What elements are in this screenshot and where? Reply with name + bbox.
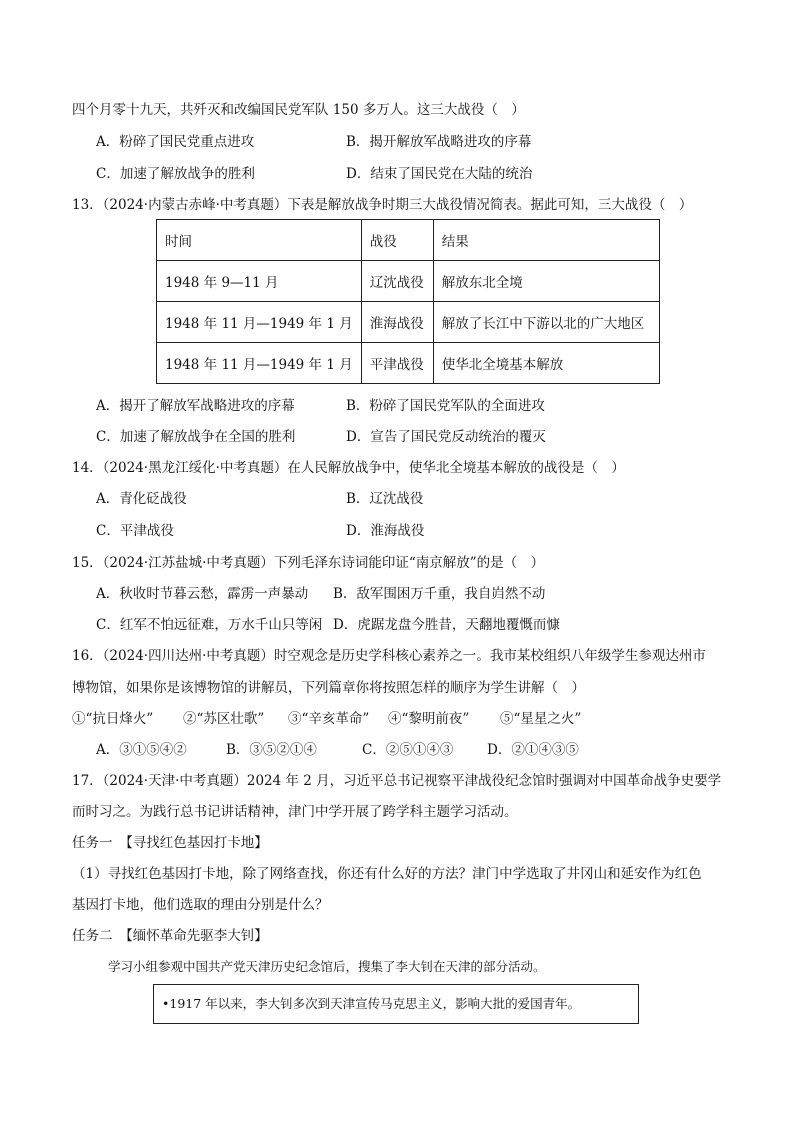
table-cell: 平津战役 <box>361 343 433 384</box>
table-header-cell: 时间 <box>157 220 362 261</box>
q14-option-c[interactable]: C．平津战役 <box>96 523 174 539</box>
q16-sequence-item-1: ①“抗日烽火” <box>72 711 154 727</box>
q16-sequence-item-3: ③“辛亥革命” <box>288 711 370 727</box>
table-header-cell: 战役 <box>361 220 433 261</box>
table-cell: 淮海战役 <box>361 302 433 343</box>
q14-stem: 14．（2024·黑龙江绥化·中考真题）在人民解放战争中，使华北全境基本解放的战役是（ ） <box>72 460 625 476</box>
q17-task1-title: 任务一 【寻找红色基因打卡地】 <box>72 835 268 851</box>
table-row <box>157 302 660 343</box>
table-row <box>157 343 660 384</box>
table-cell: 1948 年 9—11 月 <box>157 261 362 302</box>
table-row <box>157 261 660 302</box>
table-cell: 辽沈战役 <box>361 261 433 302</box>
q15-option-a[interactable]: A．秋收时节暮云愁，霹雳一声暴动 <box>96 586 309 602</box>
q12-option-b[interactable]: B．揭开解放军战略进攻的序幕 <box>346 134 532 150</box>
q17-task1-question-line1: （1）寻找红色基因打卡地，除了网络查找，你还有什么好的方法？津门中学选取了井冈山和延安作为红色 <box>72 866 702 882</box>
q13-option-a[interactable]: A．揭开了解放军战略进攻的序幕 <box>96 398 295 414</box>
table-cell: 1948 年 11 月—1949 年 1 月 <box>157 343 362 384</box>
q12-option-c[interactable]: C．加速了解放战争的胜利 <box>96 166 255 182</box>
q12-stem-continuation: 四个月零十九天，共歼灭和改编国民党军队 150 多万人。这三大战役（ ） <box>72 102 525 118</box>
q13-option-b[interactable]: B．粉碎了国民党军队的全面进攻 <box>346 398 545 414</box>
table-cell: 解放了长江中下游以北的广大地区 <box>433 302 659 343</box>
q16-sequence-item-5: ⑤“星星之火” <box>500 711 582 727</box>
q13-stem: 13．（2024·内蒙古赤峰·中考真题）下表是解放战争时期三大战役情况简表。据此可知，三大战役（ ） <box>72 197 693 213</box>
q16-option-d[interactable]: D．②①④③⑤ <box>487 742 579 758</box>
q14-option-a[interactable]: A．青化砭战役 <box>96 491 187 507</box>
q12-option-d[interactable]: D．结束了国民党在大陆的统治 <box>346 166 533 182</box>
q13-battle-table <box>156 219 660 384</box>
q15-option-c[interactable]: C．红军不怕远征难，万水千山只等闲 <box>96 617 323 633</box>
q12-option-a[interactable]: A．粉碎了国民党重点进攻 <box>96 134 255 150</box>
q15-option-d[interactable]: D．虎踞龙盘今胜昔，天翻地覆慨而慷 <box>333 617 560 633</box>
table-cell: 解放东北全境 <box>433 261 659 302</box>
q14-option-b[interactable]: B．辽沈战役 <box>346 491 424 507</box>
q16-stem-line1: 16．（2024·四川达州·中考真题）时空观念是历史学科核心素养之一。我市某校组织八年级学生参观达州市 <box>72 648 706 664</box>
q13-option-d[interactable]: D．宣告了国民党反动统治的覆灭 <box>346 429 546 445</box>
q14-option-d[interactable]: D．淮海战役 <box>346 523 425 539</box>
q17-task1-question-line2: 基因打卡地，他们选取的理由分别是什么？ <box>72 897 329 913</box>
q17-task2-title: 任务二 【缅怀革命先驱李大钊】 <box>72 928 268 944</box>
q16-option-c[interactable]: C．②⑤①④③ <box>362 742 454 758</box>
q16-sequence-item-2: ②“苏区壮歌” <box>183 711 265 727</box>
q13-option-c[interactable]: C．加速了解放战争在全国的胜利 <box>96 429 296 445</box>
q17-stem-line1: 17．（2024·天津·中考真题）2024 年 2 月，习近平总书记视察平津战役纪念馆时强调对中国革命战争史要学 <box>72 773 722 789</box>
q17-material-box: •1917 年以来，李大钊多次到天津宣传马克思主义，影响大批的爱国青年。 <box>153 984 639 1024</box>
table-cell: 1948 年 11 月—1949 年 1 月 <box>157 302 362 343</box>
q16-stem-line2: 博物馆，如果你是该博物馆的讲解员，下列篇章你将按照怎样的顺序为学生讲解（ ） <box>72 680 585 696</box>
q15-option-b[interactable]: B．敌军围困万千重，我自岿然不动 <box>333 586 546 602</box>
table-header-row <box>157 220 660 261</box>
q16-option-a[interactable]: A．③①⑤④② <box>96 742 187 758</box>
q17-stem-line2: 而时习之。为践行总书记讲话精神，津门中学开展了跨学科主题学习活动。 <box>72 804 518 820</box>
table-header-cell: 结果 <box>433 220 659 261</box>
q17-material-intro: 学习小组参观中国共产党天津历史纪念馆后，搜集了李大钊在天津的部分活动。 <box>108 959 546 974</box>
q16-option-b[interactable]: B．③⑤②①④ <box>226 742 317 758</box>
table-cell: 使华北全境基本解放 <box>433 343 659 384</box>
q16-sequence-item-4: ④“黎明前夜” <box>388 711 470 727</box>
q15-stem: 15．（2024·江苏盐城·中考真题）下列毛泽东诗词能印证“南京解放”的是（ ） <box>72 555 545 571</box>
